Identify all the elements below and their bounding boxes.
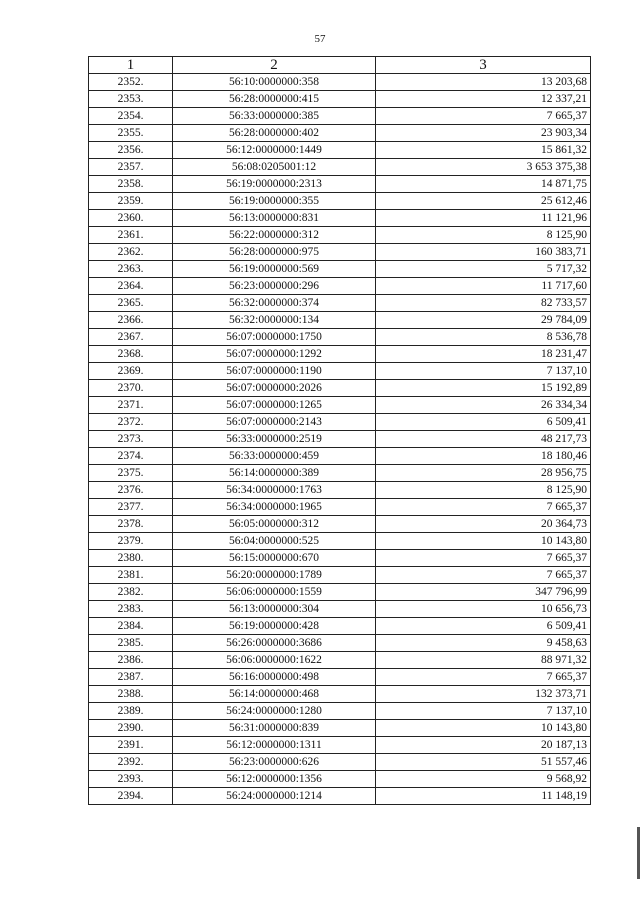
- cadastral-number-cell: 56:34:0000000:1763: [173, 482, 376, 499]
- table-row: [89, 618, 591, 635]
- row-number-cell: 2383.: [89, 601, 173, 618]
- value-cell: 160 383,71: [376, 244, 591, 261]
- row-number-cell: 2370.: [89, 380, 173, 397]
- row-number-cell: 2374.: [89, 448, 173, 465]
- table-row: [89, 788, 591, 805]
- table-row: [89, 312, 591, 329]
- value-cell: 20 364,73: [376, 516, 591, 533]
- table-row: [89, 550, 591, 567]
- table-row: [89, 210, 591, 227]
- value-cell: 7 665,37: [376, 550, 591, 567]
- row-number-cell: 2375.: [89, 465, 173, 482]
- cadastral-number-cell: 56:28:0000000:415: [173, 91, 376, 108]
- table-row: [89, 227, 591, 244]
- cadastral-number-cell: 56:24:0000000:1214: [173, 788, 376, 805]
- row-number-cell: 2356.: [89, 142, 173, 159]
- row-number-cell: 2368.: [89, 346, 173, 363]
- table-row: [89, 516, 591, 533]
- value-cell: 18 231,47: [376, 346, 591, 363]
- value-cell: 8 125,90: [376, 482, 591, 499]
- row-number-cell: 2373.: [89, 431, 173, 448]
- value-cell: 3 653 375,38: [376, 159, 591, 176]
- cadastral-number-cell: 56:08:0205001:12: [173, 159, 376, 176]
- cadastral-number-cell: 56:34:0000000:1965: [173, 499, 376, 516]
- table-row: [89, 754, 591, 771]
- row-number-cell: 2387.: [89, 669, 173, 686]
- row-number-cell: 2360.: [89, 210, 173, 227]
- table-row: [89, 261, 591, 278]
- cadastral-number-cell: 56:23:0000000:626: [173, 754, 376, 771]
- value-cell: 132 373,71: [376, 686, 591, 703]
- value-cell: 10 143,80: [376, 533, 591, 550]
- row-number-cell: 2352.: [89, 74, 173, 91]
- table-row: [89, 737, 591, 754]
- table-row: [89, 635, 591, 652]
- value-cell: 6 509,41: [376, 618, 591, 635]
- value-cell: 7 137,10: [376, 363, 591, 380]
- table-row: [89, 176, 591, 193]
- value-cell: 11 148,19: [376, 788, 591, 805]
- cadastral-number-cell: 56:28:0000000:402: [173, 125, 376, 142]
- row-number-cell: 2380.: [89, 550, 173, 567]
- table-row: [89, 244, 591, 261]
- table-row: [89, 686, 591, 703]
- value-cell: 11 121,96: [376, 210, 591, 227]
- value-cell: 7 137,10: [376, 703, 591, 720]
- row-number-cell: 2366.: [89, 312, 173, 329]
- cadastral-number-cell: 56:16:0000000:498: [173, 669, 376, 686]
- table-row: [89, 448, 591, 465]
- row-number-cell: 2369.: [89, 363, 173, 380]
- value-cell: 28 956,75: [376, 465, 591, 482]
- header-row: [89, 57, 591, 74]
- cadastral-table: [88, 56, 591, 805]
- cadastral-number-cell: 56:19:0000000:2313: [173, 176, 376, 193]
- cadastral-number-cell: 56:07:0000000:1292: [173, 346, 376, 363]
- table-row: [89, 720, 591, 737]
- row-number-cell: 2377.: [89, 499, 173, 516]
- table-row: [89, 142, 591, 159]
- value-cell: 29 784,09: [376, 312, 591, 329]
- cadastral-number-cell: 56:31:0000000:839: [173, 720, 376, 737]
- row-number-cell: 2386.: [89, 652, 173, 669]
- value-cell: 8 125,90: [376, 227, 591, 244]
- table-row: [89, 193, 591, 210]
- cadastral-number-cell: 56:13:0000000:304: [173, 601, 376, 618]
- row-number-cell: 2362.: [89, 244, 173, 261]
- row-number-cell: 2355.: [89, 125, 173, 142]
- column-header-3: 3: [376, 57, 591, 74]
- value-cell: 51 557,46: [376, 754, 591, 771]
- value-cell: 7 665,37: [376, 108, 591, 125]
- cadastral-number-cell: 56:12:0000000:1356: [173, 771, 376, 788]
- cadastral-number-cell: 56:26:0000000:3686: [173, 635, 376, 652]
- table-row: [89, 584, 591, 601]
- value-cell: 18 180,46: [376, 448, 591, 465]
- table-row: [89, 346, 591, 363]
- row-number-cell: 2372.: [89, 414, 173, 431]
- value-cell: 6 509,41: [376, 414, 591, 431]
- table-row: [89, 533, 591, 550]
- table-row: [89, 601, 591, 618]
- value-cell: 14 871,75: [376, 176, 591, 193]
- row-number-cell: 2393.: [89, 771, 173, 788]
- value-cell: 25 612,46: [376, 193, 591, 210]
- table-row: [89, 397, 591, 414]
- table-body: [89, 74, 591, 805]
- cadastral-number-cell: 56:10:0000000:358: [173, 74, 376, 91]
- row-number-cell: 2363.: [89, 261, 173, 278]
- value-cell: 12 337,21: [376, 91, 591, 108]
- cadastral-number-cell: 56:19:0000000:428: [173, 618, 376, 635]
- value-cell: 7 665,37: [376, 669, 591, 686]
- value-cell: 9 568,92: [376, 771, 591, 788]
- table-row: [89, 703, 591, 720]
- value-cell: 5 717,32: [376, 261, 591, 278]
- table-row: [89, 431, 591, 448]
- cadastral-number-cell: 56:33:0000000:459: [173, 448, 376, 465]
- cadastral-number-cell: 56:19:0000000:569: [173, 261, 376, 278]
- row-number-cell: 2378.: [89, 516, 173, 533]
- value-cell: 347 796,99: [376, 584, 591, 601]
- cadastral-number-cell: 56:20:0000000:1789: [173, 567, 376, 584]
- row-number-cell: 2389.: [89, 703, 173, 720]
- row-number-cell: 2382.: [89, 584, 173, 601]
- table-row: [89, 482, 591, 499]
- table-row: [89, 91, 591, 108]
- cadastral-number-cell: 56:15:0000000:670: [173, 550, 376, 567]
- value-cell: 7 665,37: [376, 499, 591, 516]
- value-cell: 15 192,89: [376, 380, 591, 397]
- value-cell: 88 971,32: [376, 652, 591, 669]
- row-number-cell: 2385.: [89, 635, 173, 652]
- row-number-cell: 2391.: [89, 737, 173, 754]
- value-cell: 15 861,32: [376, 142, 591, 159]
- row-number-cell: 2388.: [89, 686, 173, 703]
- value-cell: 8 536,78: [376, 329, 591, 346]
- table-row: [89, 499, 591, 516]
- value-cell: 10 143,80: [376, 720, 591, 737]
- row-number-cell: 2367.: [89, 329, 173, 346]
- row-number-cell: 2376.: [89, 482, 173, 499]
- value-cell: 48 217,73: [376, 431, 591, 448]
- cadastral-number-cell: 56:33:0000000:2519: [173, 431, 376, 448]
- row-number-cell: 2359.: [89, 193, 173, 210]
- cadastral-number-cell: 56:07:0000000:2026: [173, 380, 376, 397]
- cadastral-number-cell: 56:07:0000000:1750: [173, 329, 376, 346]
- cadastral-number-cell: 56:06:0000000:1622: [173, 652, 376, 669]
- row-number-cell: 2354.: [89, 108, 173, 125]
- table-row: [89, 669, 591, 686]
- table-row: [89, 159, 591, 176]
- row-number-cell: 2364.: [89, 278, 173, 295]
- cadastral-number-cell: 56:33:0000000:385: [173, 108, 376, 125]
- row-number-cell: 2358.: [89, 176, 173, 193]
- row-number-cell: 2357.: [89, 159, 173, 176]
- cadastral-number-cell: 56:07:0000000:2143: [173, 414, 376, 431]
- value-cell: 10 656,73: [376, 601, 591, 618]
- table-row: [89, 771, 591, 788]
- value-cell: 9 458,63: [376, 635, 591, 652]
- row-number-cell: 2384.: [89, 618, 173, 635]
- table-row: [89, 414, 591, 431]
- column-header-2: 2: [173, 57, 376, 74]
- table-row: [89, 74, 591, 91]
- table-row: [89, 125, 591, 142]
- row-number-cell: 2379.: [89, 533, 173, 550]
- value-cell: 23 903,34: [376, 125, 591, 142]
- row-number-cell: 2390.: [89, 720, 173, 737]
- cadastral-number-cell: 56:05:0000000:312: [173, 516, 376, 533]
- cadastral-number-cell: 56:23:0000000:296: [173, 278, 376, 295]
- table-row: [89, 108, 591, 125]
- table-row: [89, 380, 591, 397]
- table-row: [89, 567, 591, 584]
- value-cell: 11 717,60: [376, 278, 591, 295]
- cadastral-number-cell: 56:12:0000000:1449: [173, 142, 376, 159]
- cadastral-number-cell: 56:14:0000000:468: [173, 686, 376, 703]
- row-number-cell: 2392.: [89, 754, 173, 771]
- page-number: 57: [314, 33, 326, 45]
- row-number-cell: 2394.: [89, 788, 173, 805]
- value-cell: 26 334,34: [376, 397, 591, 414]
- cadastral-number-cell: 56:06:0000000:1559: [173, 584, 376, 601]
- cadastral-number-cell: 56:32:0000000:374: [173, 295, 376, 312]
- row-number-cell: 2365.: [89, 295, 173, 312]
- value-cell: 7 665,37: [376, 567, 591, 584]
- cadastral-number-cell: 56:24:0000000:1280: [173, 703, 376, 720]
- cadastral-number-cell: 56:14:0000000:389: [173, 465, 376, 482]
- cadastral-number-cell: 56:32:0000000:134: [173, 312, 376, 329]
- table-row: [89, 329, 591, 346]
- value-cell: 20 187,13: [376, 737, 591, 754]
- cadastral-number-cell: 56:22:0000000:312: [173, 227, 376, 244]
- table-row: [89, 465, 591, 482]
- cadastral-number-cell: 56:13:0000000:831: [173, 210, 376, 227]
- table-row: [89, 278, 591, 295]
- table-row: [89, 295, 591, 312]
- column-header-1: 1: [89, 57, 173, 74]
- cadastral-number-cell: 56:04:0000000:525: [173, 533, 376, 550]
- value-cell: 13 203,68: [376, 74, 591, 91]
- cadastral-number-cell: 56:12:0000000:1311: [173, 737, 376, 754]
- value-cell: 82 733,57: [376, 295, 591, 312]
- row-number-cell: 2371.: [89, 397, 173, 414]
- cadastral-number-cell: 56:07:0000000:1190: [173, 363, 376, 380]
- cadastral-number-cell: 56:07:0000000:1265: [173, 397, 376, 414]
- row-number-cell: 2353.: [89, 91, 173, 108]
- cadastral-number-cell: 56:19:0000000:355: [173, 193, 376, 210]
- table-header: [89, 57, 591, 74]
- cadastral-number-cell: 56:28:0000000:975: [173, 244, 376, 261]
- row-number-cell: 2381.: [89, 567, 173, 584]
- table-row: [89, 363, 591, 380]
- table-row: [89, 652, 591, 669]
- row-number-cell: 2361.: [89, 227, 173, 244]
